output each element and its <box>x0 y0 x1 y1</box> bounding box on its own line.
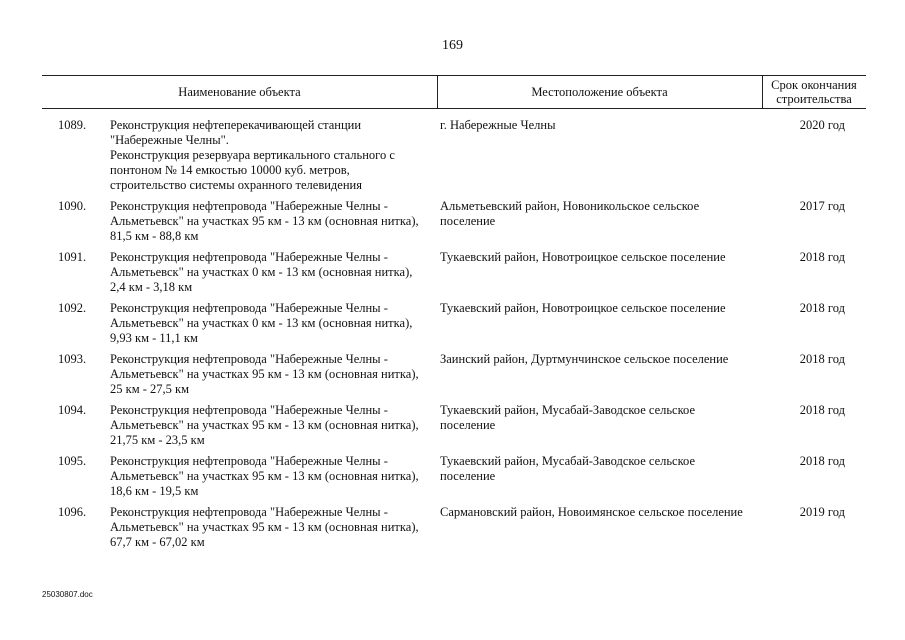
page-number: 169 <box>442 38 463 53</box>
document-filename: 25030807.doc <box>42 590 93 599</box>
completion-year: 2017 год <box>799 199 845 213</box>
row-number: 1094. <box>58 403 87 417</box>
object-name: Реконструкция нефтеперекачивающей станции "Набережные Челны". Реконструкция резервуара вертикального стального с понтоном № 14 емкостью 10000 куб. метров, строительство системы охранного телевидения <box>110 118 395 192</box>
object-name: Реконструкция нефтепровода "Набережные Челны - Альметьевск" на участках 95 км - 13 км (основная нитка), 21,75 км - 23,5 км <box>110 403 419 447</box>
table-header-bottom-rule <box>42 108 866 109</box>
table-row <box>42 250 866 295</box>
table-row <box>42 301 866 346</box>
object-location: Тукаевский район, Новотроицкое сельское поселение <box>440 301 726 315</box>
completion-year: 2020 год <box>799 118 845 132</box>
object-location: г. Набережные Челны <box>440 118 556 132</box>
row-number: 1092. <box>58 301 87 315</box>
table-row <box>42 505 866 550</box>
completion-year: 2018 год <box>799 301 845 315</box>
table-row <box>42 454 866 499</box>
header-completion-deadline: Срок окончания строительства <box>771 77 857 106</box>
object-name: Реконструкция нефтепровода "Набережные Челны - Альметьевск" на участках 95 км - 13 км (основная нитка), 18,6 км - 19,5 км <box>110 454 419 498</box>
header-object-location: Местоположение объекта <box>531 84 668 99</box>
row-number: 1090. <box>58 199 87 213</box>
completion-year: 2018 год <box>799 250 845 264</box>
header-object-name: Наименование объекта <box>178 84 301 99</box>
object-location: Тукаевский район, Мусабай-Заводское сельское поселение <box>440 454 695 483</box>
row-number: 1089. <box>58 118 87 132</box>
row-number: 1095. <box>58 454 87 468</box>
completion-year: 2018 год <box>799 403 845 417</box>
object-location: Тукаевский район, Мусабай-Заводское сельское поселение <box>440 403 695 432</box>
object-location: Заинский район, Дуртмунчинское сельское поселение <box>440 352 729 366</box>
table-body <box>42 118 866 556</box>
table-row <box>42 352 866 397</box>
completion-year: 2019 год <box>799 505 845 519</box>
completion-year: 2018 год <box>799 352 845 366</box>
object-name: Реконструкция нефтепровода "Набережные Челны - Альметьевск" на участках 0 км - 13 км (основная нитка), 2,4 км - 3,18 км <box>110 250 413 294</box>
table-row <box>42 199 866 244</box>
row-number: 1096. <box>58 505 87 519</box>
table-row <box>42 118 866 193</box>
object-location: Тукаевский район, Новотроицкое сельское поселение <box>440 250 726 264</box>
completion-year: 2018 год <box>799 454 845 468</box>
object-location: Сармановский район, Новоимянское сельское поселение <box>440 505 743 519</box>
row-number: 1091. <box>58 250 87 264</box>
object-name: Реконструкция нефтепровода "Набережные Челны - Альметьевск" на участках 95 км - 13 км (основная нитка), 67,7 км - 67,02 км <box>110 505 419 549</box>
object-name: Реконструкция нефтепровода "Набережные Челны - Альметьевск" на участках 95 км - 13 км (основная нитка), 81,5 км - 88,8 км <box>110 199 419 243</box>
object-name: Реконструкция нефтепровода "Набережные Челны - Альметьевск" на участках 0 км - 13 км (основная нитка), 9,93 км - 11,1 км <box>110 301 413 345</box>
row-number: 1093. <box>58 352 87 366</box>
object-location: Альметьевский район, Новоникольское сельское поселение <box>440 199 700 228</box>
table-row <box>42 403 866 448</box>
object-name: Реконструкция нефтепровода "Набережные Челны - Альметьевск" на участках 95 км - 13 км (основная нитка), 25 км - 27,5 км <box>110 352 419 396</box>
